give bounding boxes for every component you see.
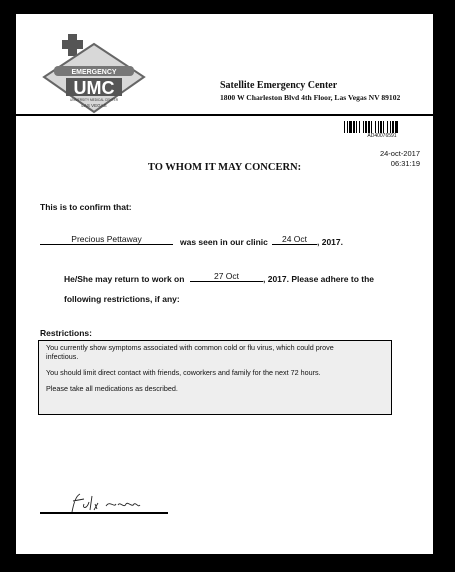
issued-time: 06:31:19 <box>390 159 420 168</box>
umc-logo <box>42 32 146 114</box>
barcode-bar <box>353 121 355 133</box>
barcode-bar <box>380 121 382 133</box>
issued-date: 24-oct-2017 <box>379 149 420 158</box>
barcode-bar <box>392 121 394 133</box>
barcode-bar <box>349 121 352 133</box>
restrictions-box <box>38 340 392 415</box>
barcode-number: AD40076591 <box>367 133 397 139</box>
barcode-bar <box>347 121 348 133</box>
clinic-info <box>220 80 410 103</box>
barcode-bar <box>356 121 357 133</box>
clinic-name: Satellite Emergency Center <box>220 80 338 91</box>
barcode-bar <box>359 121 360 133</box>
barcode-bar <box>390 121 391 133</box>
barcode-bar <box>395 121 398 133</box>
return-suffix: , 2017. Please adhere to the <box>263 274 375 284</box>
physician-signature <box>40 492 168 514</box>
barcode-bar <box>365 121 367 133</box>
letter-heading: TO WHOM IT MAY CONCERN: <box>147 162 302 173</box>
header-rule <box>16 114 433 116</box>
patient-name: Precious Pettaway <box>40 234 173 245</box>
barcode-bar <box>375 121 376 133</box>
restrictions-label: Restrictions: <box>40 328 92 338</box>
svg-text:UNIVERSITY MEDICAL CENTER: UNIVERSITY MEDICAL CENTER <box>70 98 118 102</box>
barcode <box>344 121 420 133</box>
barcode-bar <box>344 121 345 133</box>
barcode-bar <box>363 121 364 133</box>
barcode-bar <box>383 121 384 133</box>
intro-text: This is to confirm that: <box>40 202 132 212</box>
document-page <box>16 14 433 554</box>
barcode-bar <box>387 121 388 133</box>
svg-text:EMERGENCY: EMERGENCY <box>71 69 117 76</box>
return-text: He/She may return to work on <box>64 274 185 284</box>
barcode-bar <box>368 121 370 133</box>
barcode-bar <box>371 121 372 133</box>
svg-text:LAS VEGAS: LAS VEGAS <box>81 103 107 108</box>
restriction-item: Please take all medications as described. <box>46 384 178 393</box>
svg-text:UMC: UMC <box>73 78 115 98</box>
following-text: following restrictions, if any: <box>64 294 180 304</box>
clinic-address: 1800 W Charleston Blvd 4th Floor, Las Vegas NV 89102 <box>220 93 401 102</box>
return-date: 27 Oct <box>190 271 263 282</box>
restriction-item: You should limit direct contact with friends, coworkers and family for the next 72 hours. <box>46 368 321 377</box>
barcode-bar <box>378 121 379 133</box>
seen-year: , 2017. <box>317 237 343 247</box>
seen-text: was seen in our clinic <box>180 237 268 247</box>
seen-date: 24 Oct <box>272 234 317 245</box>
signature-line <box>40 512 168 514</box>
restriction-item: You currently show symptoms associated with common cold or flu virus, which could prove infectious. <box>46 343 334 361</box>
